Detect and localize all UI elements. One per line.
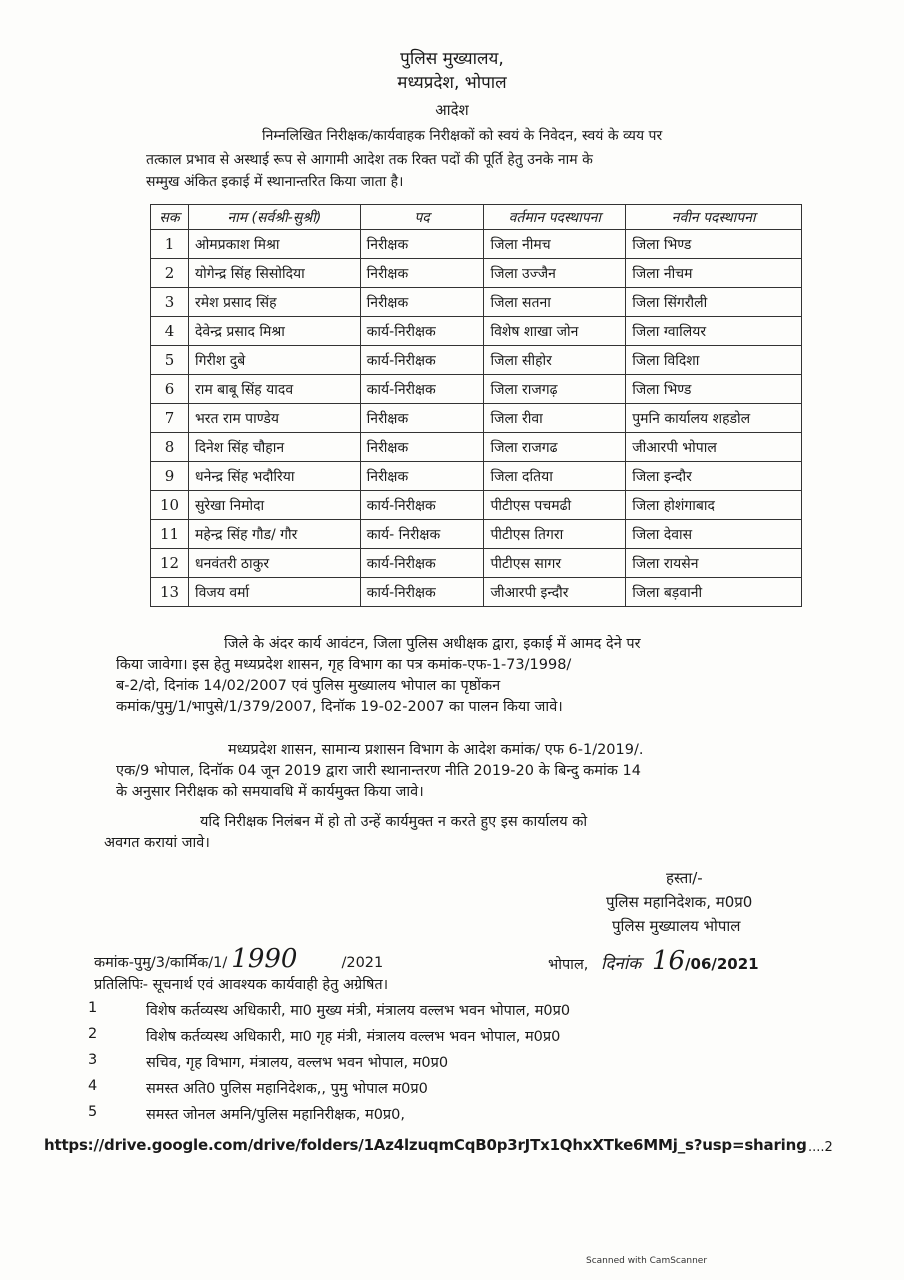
cell-name: भरत राम पाण्डेय	[188, 404, 360, 433]
header-new-posting: नवीन पदस्थापना	[626, 205, 802, 230]
body-line: ब-2/दो, दिनांक 14/02/2007 एवं पुलिस मुख्यालय भोपाल का पृष्ठोंकन	[116, 678, 501, 694]
cell-current-posting: जिला सीहोर	[484, 346, 626, 375]
table-row	[151, 462, 802, 491]
cc-item	[88, 1000, 570, 1026]
scanner-watermark: Scanned with CamScanner	[586, 1256, 708, 1266]
table-header-row	[151, 205, 802, 230]
cell-name: दिनेश सिंह चौहान	[188, 433, 360, 462]
body-line: यदि निरीक्षक निलंबन में हो तो उन्हें कार्यमुक्त न करते हुए इस कार्यालय को	[200, 814, 588, 830]
cell-post: निरीक्षक	[360, 404, 484, 433]
cell-current-posting: जिला राजगढ़	[484, 375, 626, 404]
cell-post: कार्य-निरीक्षक	[360, 375, 484, 404]
cc-item	[88, 1104, 570, 1130]
cell-serial: 13	[151, 578, 189, 607]
cell-post: निरीक्षक	[360, 288, 484, 317]
cell-new-posting: जीआरपी भोपाल	[626, 433, 802, 462]
body-paragraph-2	[116, 740, 816, 803]
table-row	[151, 288, 802, 317]
table-row	[151, 259, 802, 288]
cell-post: कार्य-निरीक्षक	[360, 549, 484, 578]
table-row	[151, 549, 802, 578]
signature-designation: पुलिस महानिदेशक, म0प्र0	[606, 893, 753, 911]
ref-date-rest: /06/2021	[685, 955, 759, 973]
cell-serial: 12	[151, 549, 189, 578]
ref-number: 1990	[231, 944, 298, 974]
cell-post: निरीक्षक	[360, 433, 484, 462]
cell-current-posting: जिला सतना	[484, 288, 626, 317]
header-current-posting: वर्तमान पदस्थापना	[484, 205, 626, 230]
cell-new-posting: जिला नीचम	[626, 259, 802, 288]
cell-post: कार्य-निरीक्षक	[360, 578, 484, 607]
cell-name: धनेन्द्र सिंह भदौरिया	[188, 462, 360, 491]
drive-link[interactable]: https://drive.google.com/drive/folders/1Az4lzuqmCqB0p3rJTx1QhxXTke6MMj_s?usp=sharing	[44, 1136, 807, 1154]
cell-current-posting: जिला उज्जैन	[484, 259, 626, 288]
intro-line-1: निम्नलिखित निरीक्षक/कार्यवाहक निरीक्षकों को स्वयं के निवेदन, स्वयं के व्यय पर	[262, 128, 663, 144]
cell-new-posting: जिला होशंगाबाद	[626, 491, 802, 520]
cell-current-posting: पीटीएस पचमढी	[484, 491, 626, 520]
date-line	[548, 946, 759, 976]
cc-item	[88, 1078, 570, 1104]
cc-list	[88, 1000, 570, 1130]
table-row	[151, 404, 802, 433]
cell-post: कार्य-निरीक्षक	[360, 491, 484, 520]
table-row	[151, 317, 802, 346]
intro-line-3: सम्मुख अंकित इकाई में स्थानान्तरित किया जाता है।	[146, 174, 404, 190]
cell-name: देवेन्द्र प्रसाद मिश्रा	[188, 317, 360, 346]
table-row	[151, 230, 802, 259]
body-line: जिले के अंदर कार्य आवंटन, जिला पुलिस अधीक्षक द्वारा, इकाई में आमद देने पर	[224, 636, 641, 652]
cc-title: प्रतिलिपिः- सूचनार्थ एवं आवश्यक कार्यवाही हेतु अग्रेषित।	[94, 977, 389, 993]
cell-post: निरीक्षक	[360, 462, 484, 491]
cell-serial: 2	[151, 259, 189, 288]
cell-name: ओमप्रकाश मिश्रा	[188, 230, 360, 259]
table-row	[151, 375, 802, 404]
order-title: आदेश	[435, 101, 469, 119]
cell-serial: 3	[151, 288, 189, 317]
cell-new-posting: जिला भिण्ड	[626, 230, 802, 259]
cc-item-text: समस्त अति0 पुलिस महानिदेशक,, पुमु भोपाल म0प्र0	[146, 1081, 428, 1097]
cell-current-posting: जिला दतिया	[484, 462, 626, 491]
cell-current-posting: पीटीएस सागर	[484, 549, 626, 578]
cell-name: विजय वर्मा	[188, 578, 360, 607]
cell-current-posting: जिला रीवा	[484, 404, 626, 433]
cell-name: रमेश प्रसाद सिंह	[188, 288, 360, 317]
table-row	[151, 491, 802, 520]
header-serial: सक	[151, 205, 189, 230]
table-row	[151, 578, 802, 607]
signature-office: पुलिस मुख्यालय भोपाल	[612, 917, 741, 935]
cell-serial: 4	[151, 317, 189, 346]
cell-current-posting: पीटीएस तिगरा	[484, 520, 626, 549]
cc-item-number: 3	[88, 1052, 98, 1068]
cell-current-posting: जिला नीमच	[484, 230, 626, 259]
cell-serial: 10	[151, 491, 189, 520]
cell-new-posting: जिला भिण्ड	[626, 375, 802, 404]
cell-post: निरीक्षक	[360, 259, 484, 288]
cell-new-posting: जिला इन्दौर	[626, 462, 802, 491]
cell-name: सुरेखा निमोदा	[188, 491, 360, 520]
header-line-2: मध्यप्रदेश, भोपाल	[397, 73, 507, 93]
cell-serial: 11	[151, 520, 189, 549]
body-line: के अनुसार निरीक्षक को समयावधि में कार्यमुक्त किया जावे।	[116, 784, 424, 800]
cell-serial: 5	[151, 346, 189, 375]
cell-current-posting: विशेष शाखा जोन	[484, 317, 626, 346]
cell-new-posting: जिला बड़वानी	[626, 578, 802, 607]
header-name: नाम (सर्वश्री-सुश्री)	[188, 205, 360, 230]
body-paragraph-1	[116, 634, 816, 718]
cell-new-posting: जिला देवास	[626, 520, 802, 549]
cell-current-posting: जिला राजगढ	[484, 433, 626, 462]
cell-new-posting: पुमनि कार्यालय शहडोल	[626, 404, 802, 433]
cc-item-number: 2	[88, 1026, 98, 1042]
cell-new-posting: जिला ग्वालियर	[626, 317, 802, 346]
reference-line	[94, 944, 383, 974]
cell-serial: 1	[151, 230, 189, 259]
body-line: कमांक/पुमु/1/भापुसे/1/379/2007, दिनॉक 19-02-2007 का पालन किया जावे।	[116, 699, 563, 715]
body-line: मध्यप्रदेश शासन, सामान्य प्रशासन विभाग के आदेश कमांक/ एफ 6-1/2019/.	[228, 742, 644, 758]
table-body	[151, 230, 802, 607]
ref-date-day: 16	[651, 946, 686, 976]
cell-name: धनवंतरी ठाकुर	[188, 549, 360, 578]
body-line: अवगत करायां जावे।	[104, 835, 210, 851]
cell-name: गिरीश दुबे	[188, 346, 360, 375]
cell-post: कार्य- निरीक्षक	[360, 520, 484, 549]
cell-name: महेन्द्र सिंह गौड/ गौर	[188, 520, 360, 549]
table-row	[151, 520, 802, 549]
header-post: पद	[360, 205, 484, 230]
signature-mark: हस्ता/-	[666, 869, 703, 887]
cc-item-text: समस्त जोनल अमनि/पुलिस महानिरीक्षक, म0प्र0,	[146, 1107, 406, 1123]
header-line-1: पुलिस मुख्यालय,	[400, 49, 504, 69]
cell-serial: 9	[151, 462, 189, 491]
transfer-table	[150, 204, 802, 607]
cc-item-text: विशेष कर्तव्यस्थ अधिकारी, मा0 मुख्य मंत्री, मंत्रालय वल्लभ भवन भोपाल, म0प्र0	[146, 1003, 571, 1019]
ref-place: भोपाल,	[548, 957, 589, 973]
cell-post: निरीक्षक	[360, 230, 484, 259]
cc-item-text: सचिव, गृह विभाग, मंत्रालय, वल्लभ भवन भोपाल, म0प्र0	[146, 1055, 449, 1071]
ref-date-label: दिनांक	[601, 954, 642, 974]
cell-serial: 8	[151, 433, 189, 462]
body-paragraph-3	[104, 812, 816, 854]
cell-post: कार्य-निरीक्षक	[360, 317, 484, 346]
table-row	[151, 346, 802, 375]
cell-name: योगेन्द्र सिंह सिसोदिया	[188, 259, 360, 288]
table-row	[151, 433, 802, 462]
page-continuation: ....2	[808, 1140, 833, 1155]
cc-item-number: 1	[88, 1000, 98, 1016]
body-line: एक/9 भोपाल, दिनॉक 04 जून 2019 द्वारा जारी स्थानान्तरण नीति 2019-20 के बिन्दु कमांक 14	[116, 763, 641, 779]
cell-serial: 6	[151, 375, 189, 404]
cell-post: कार्य-निरीक्षक	[360, 346, 484, 375]
cc-item-text: विशेष कर्तव्यस्थ अधिकारी, मा0 गृह मंत्री, मंत्रालय वल्लभ भवन भोपाल, म0प्र0	[146, 1029, 561, 1045]
intro-line-2: तत्काल प्रभाव से अस्थाई रूप से आगामी आदेश तक रिक्त पदों की पूर्ति हेतु उनके नाम के	[146, 152, 593, 168]
ref-prefix: कमांक-पुमु/3/कार्मिक/1/	[94, 955, 228, 971]
cc-item-number: 5	[88, 1104, 98, 1120]
cell-new-posting: जिला विदिशा	[626, 346, 802, 375]
ref-year: /2021	[341, 955, 384, 971]
cc-item	[88, 1052, 570, 1078]
cell-name: राम बाबू सिंह यादव	[188, 375, 360, 404]
cc-item	[88, 1026, 570, 1052]
cc-item-number: 4	[88, 1078, 98, 1094]
cell-serial: 7	[151, 404, 189, 433]
cell-current-posting: जीआरपी इन्दौर	[484, 578, 626, 607]
cell-new-posting: जिला रायसेन	[626, 549, 802, 578]
body-line: किया जावेगा। इस हेतु मध्यप्रदेश शासन, गृह विभाग का पत्र कमांक-एफ-1-73/1998/	[116, 657, 572, 673]
cell-new-posting: जिला सिंगरौली	[626, 288, 802, 317]
